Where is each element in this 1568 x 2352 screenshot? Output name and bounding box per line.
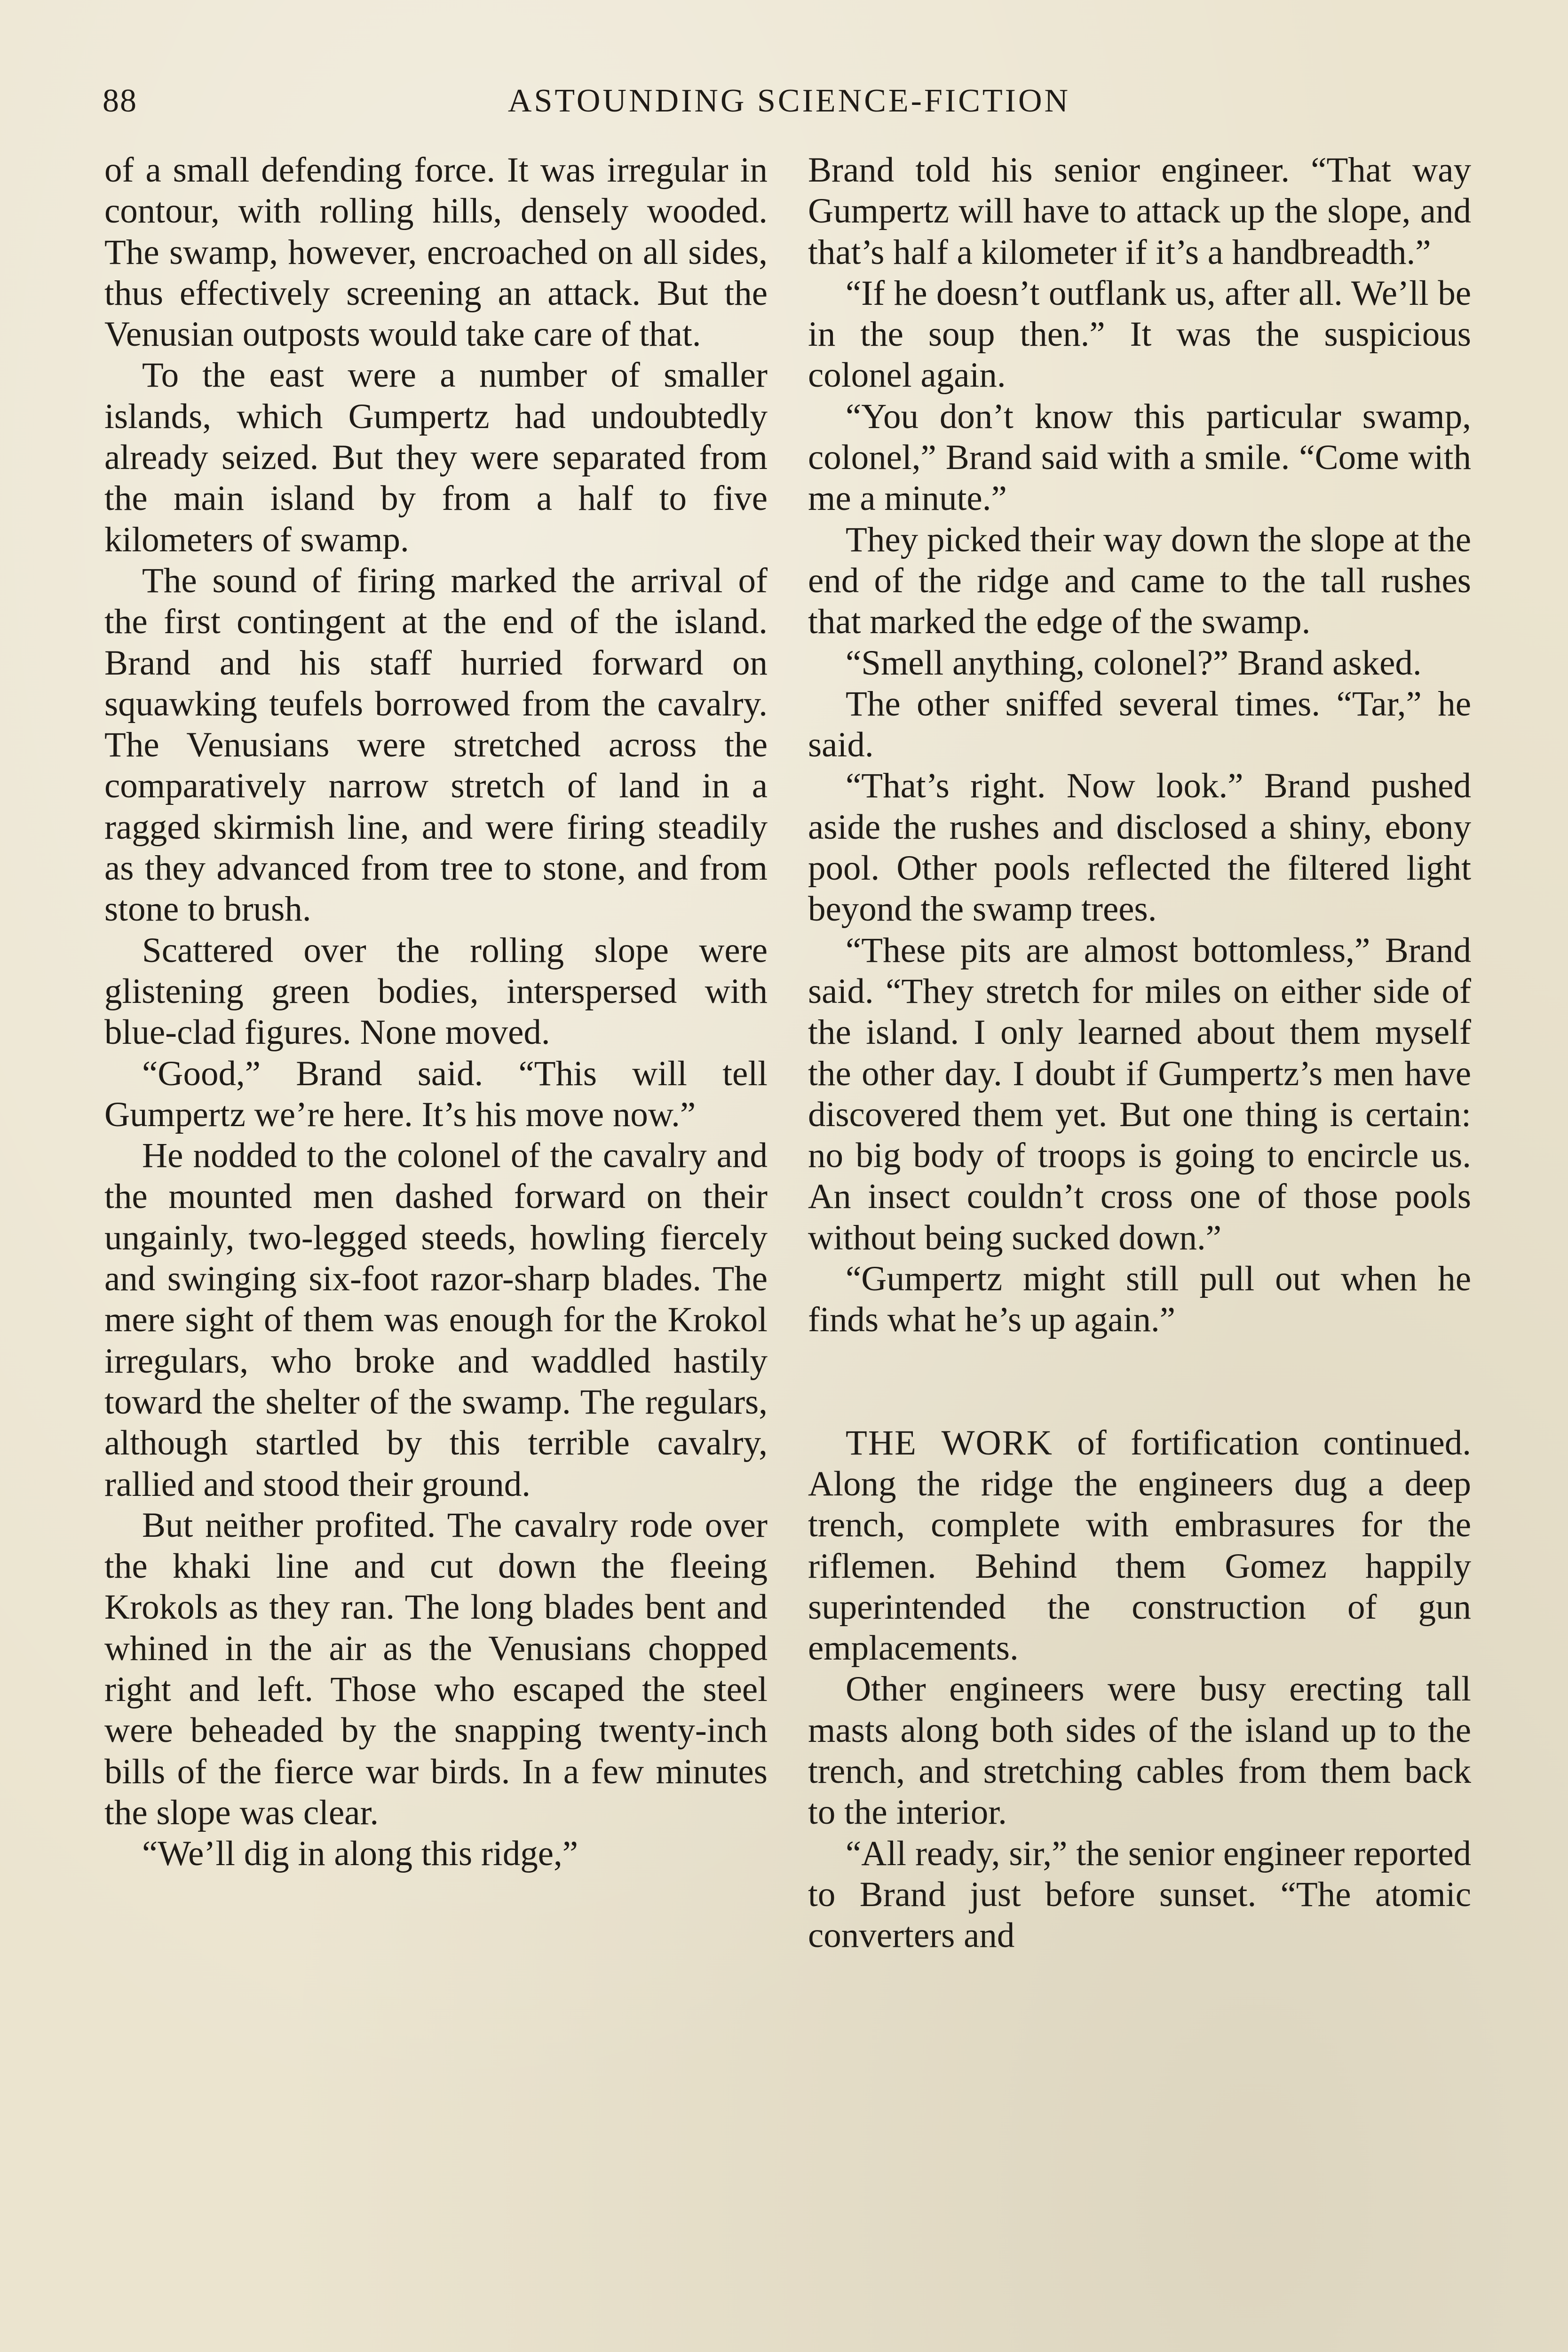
paragraph: “You don’t know this particular swamp, colonel,” Brand said with a smile. “Come with me a minute.” <box>808 397 1471 518</box>
paragraph: “Good,” Brand said. “This will tell Gumpertz we’re here. It’s his move now.” <box>104 1054 768 1134</box>
paragraph: The other sniffed several times. “Tar,” he said. <box>808 684 1471 765</box>
paragraph: of a small defending force. It was irregular in contour, with rolling hills, densely wooded. The swamp, however, encroached on all sides, thus effectively screening an attack. But the Venusian outposts would take care of that. <box>104 151 768 354</box>
paragraph: Brand told his senior engineer. “That way Gumpertz will have to attack up the slope, and that’s half a kilometer if it’s a handbreadth.” <box>808 151 1471 272</box>
left-column <box>104 150 768 1874</box>
section-opening-paragraph <box>808 1422 1471 1669</box>
paragraph: But neither profited. The cavalry rode over the khaki line and cut down the fleeing Krokols as they ran. The long blades bent and whined in the air as the Venusians chopped right and left. Those who escaped the steel were beheaded by the snapping twenty-inch bills of the fierce war birds. In a few minutes the slope was clear. <box>104 1505 768 1832</box>
paragraph: “We’ll dig in along this ridge,” <box>142 1834 578 1874</box>
paragraph: “Gumpertz might still pull out when he finds what he’s up again.” <box>808 1259 1471 1340</box>
paragraph: Scattered over the rolling slope were glistening green bodies, interspersed with blue-clad figures. None moved. <box>104 930 768 1052</box>
page-number: 88 <box>103 83 137 119</box>
paragraph: “These pits are almost bottomless,” Brand said. “They stretch for miles on either side of the island. I only learned about them myself the other day. I doubt if Gumpertz’s men have discovered them yet. But one thing is certain: no big body of troops is going to encircle us. An insect couldn’t cross one of those pools without being sucked down.” <box>808 930 1471 1257</box>
paragraph: To the east were a number of smaller islands, which Gumpertz had undoubtedly already seized. But they were separated from the main island by from a half to five kilometers of swamp. <box>104 356 768 559</box>
paragraph: “That’s right. Now look.” Brand pushed aside the rushes and disclosed a shiny, ebony pool. Other pools reflected the filtered light beyond the swamp trees. <box>808 766 1471 929</box>
page-header <box>103 82 1476 125</box>
paragraph: Other engineers were busy erecting tall masts along both sides of the island up to the trench, and stretching cables from them back to the interior. <box>808 1669 1471 1832</box>
section-opening-text: of fortification continued. Along the ridge the engineers dug a deep trench, complete with embrasures for the riflemen. Behind them Gomez happily superintended the construction of gun emplacements. <box>808 1423 1471 1668</box>
paragraph: “Smell anything, colonel?” Brand asked. <box>846 643 1422 683</box>
section-break <box>808 1341 1471 1422</box>
paragraph: He nodded to the colonel of the cavalry and the mounted men dashed forward on their ungainly, two-legged steeds, howling fiercely and swinging six-foot razor-sharp blades. The mere sight of them was enough for the Krokol irregulars, who broke and waddled hastily toward the shelter of the swamp. The regulars, although startled by this terrible cavalry, rallied and stood their ground. <box>104 1136 768 1504</box>
paragraph: “All ready, sir,” the senior engineer reported to Brand just before sunset. “The atomic converters and <box>808 1834 1471 1955</box>
paragraph: The sound of firing marked the arrival of the first contingent at the end of the island. Brand and his staff hurried forward on squawking teufels borrowed from the cavalry. The Venusians were stretched across the comparatively narrow stretch of land in a ragged skirmish line, and were firing steadily as they advanced from tree to stone, and from stone to brush. <box>104 561 768 929</box>
paragraph: They picked their way down the slope at the end of the ridge and came to the tall rushes that marked the edge of the swamp. <box>808 520 1471 642</box>
right-column <box>808 150 1471 1956</box>
running-title: ASTOUNDING SCIENCE-FICTION <box>507 83 1071 119</box>
section-lead-in: THE WORK <box>846 1423 1053 1462</box>
paragraph: “If he doesn’t outflank us, after all. We’ll be in the soup then.” It was the suspicious colonel again. <box>808 273 1471 395</box>
